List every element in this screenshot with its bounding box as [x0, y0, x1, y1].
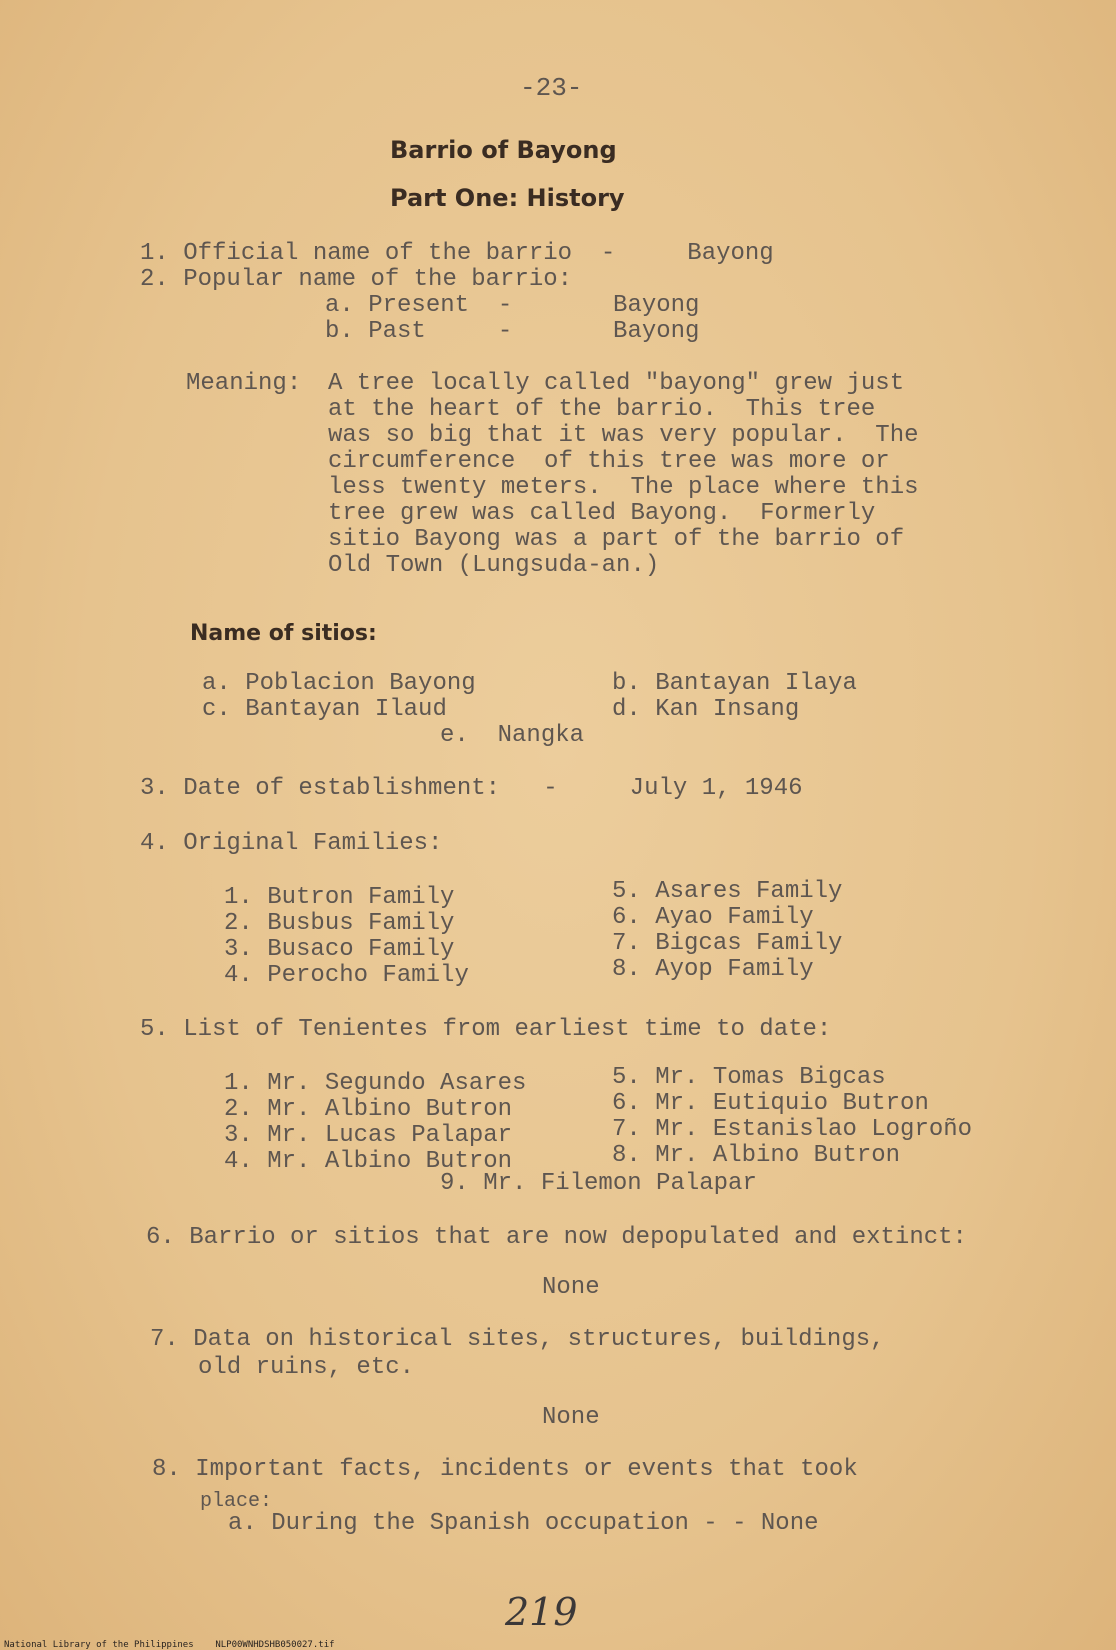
family: 3. Busaco Family: [224, 936, 455, 963]
teniente: 7. Mr. Estanislao Logroño: [612, 1116, 973, 1143]
teniente: 8. Mr. Albino Butron: [612, 1142, 901, 1169]
meaning-line: sitio Bayong was a part of the barrio of: [328, 526, 905, 553]
meaning-line: Old Town (Lungsuda-an.): [328, 552, 660, 579]
item-4: 4. Original Families:: [140, 830, 443, 857]
item-2b: b. Past - Bayong: [325, 318, 700, 345]
item-7-answer: None: [542, 1404, 600, 1431]
family: 5. Asares Family: [612, 878, 843, 905]
archive-footer: National Library of the Philippines NLP00WNHDSHB050027.tif: [4, 1640, 335, 1650]
meaning-line: was so big that it was very popular. The: [328, 422, 919, 449]
family: 4. Perocho Family: [224, 962, 469, 989]
sitio: d. Kan Insang: [612, 696, 800, 723]
title: Barrio of Bayong: [390, 136, 617, 164]
meaning-line: less twenty meters. The place where this: [328, 474, 919, 501]
family: 2. Busbus Family: [224, 910, 455, 937]
meaning-line: at the heart of the barrio. This tree: [328, 396, 876, 423]
teniente: 2. Mr. Albino Butron: [224, 1096, 513, 1123]
meaning-line: A tree locally called "bayong" grew just: [328, 370, 905, 397]
page-number: -23-: [520, 73, 583, 103]
sitio: e. Nangka: [440, 722, 585, 749]
item-8a: a. During the Spanish occupation - - None: [228, 1510, 819, 1537]
item-7-line2: old ruins, etc.: [198, 1354, 415, 1381]
meaning-label: Meaning:: [186, 370, 302, 397]
teniente: 1. Mr. Segundo Asares: [224, 1070, 527, 1097]
handwritten-page-number: 219: [505, 1590, 578, 1634]
teniente: 3. Mr. Lucas Palapar: [224, 1122, 513, 1149]
teniente: 9. Mr. Filemon Palapar: [440, 1170, 757, 1197]
item-5: 5. List of Tenientes from earliest time to date:: [140, 1016, 832, 1043]
family: 1. Butron Family: [224, 884, 455, 911]
family: 8. Ayop Family: [612, 956, 814, 983]
sitio: c. Bantayan Ilaud: [202, 696, 447, 723]
teniente: 4. Mr. Albino Butron: [224, 1148, 513, 1175]
sitio: a. Poblacion Bayong: [202, 670, 476, 697]
sitios-heading: Name of sitios:: [190, 621, 377, 646]
family: 7. Bigcas Family: [612, 930, 843, 957]
meaning-line: circumference of this tree was more or: [328, 448, 890, 475]
item-7-line1: 7. Data on historical sites, structures, buildings,: [150, 1326, 885, 1353]
item-2: 2. Popular name of the barrio:: [140, 266, 573, 293]
item-2a: a. Present - Bayong: [325, 292, 700, 319]
item-8-line1: 8. Important facts, incidents or events that took: [152, 1456, 858, 1483]
teniente: 6. Mr. Eutiquio Butron: [612, 1090, 929, 1117]
subtitle: Part One: History: [390, 184, 625, 212]
item-6-answer: None: [542, 1274, 600, 1301]
sitio: b. Bantayan Ilaya: [612, 670, 857, 697]
family: 6. Ayao Family: [612, 904, 814, 931]
item-1: 1. Official name of the barrio - Bayong: [140, 240, 774, 267]
meaning-line: tree grew was called Bayong. Formerly: [328, 500, 876, 527]
item-3: 3. Date of establishment: - July 1, 1946: [140, 775, 803, 802]
teniente: 5. Mr. Tomas Bigcas: [612, 1064, 886, 1091]
item-6: 6. Barrio or sitios that are now depopulated and extinct:: [146, 1224, 967, 1251]
item-8-line2: place:: [200, 1490, 273, 1513]
